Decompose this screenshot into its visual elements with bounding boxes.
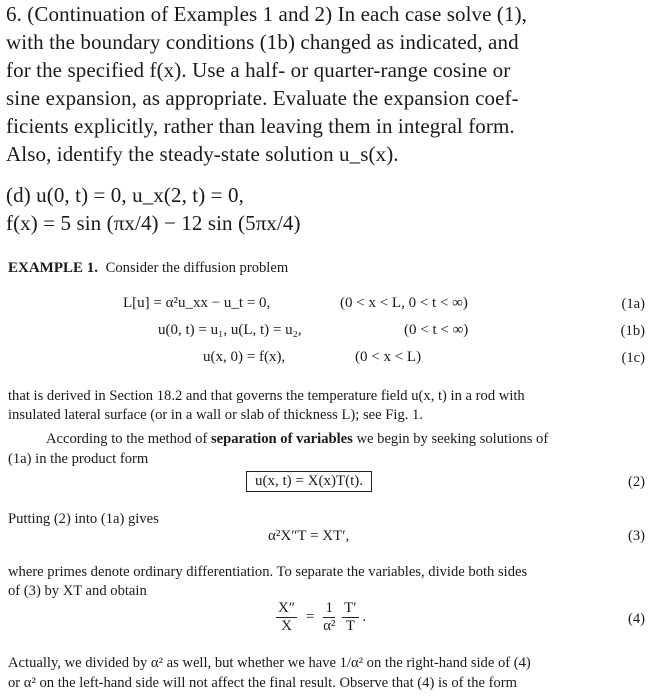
example-heading-line: [8, 259, 288, 277]
equation-4-t-denominator: T: [345, 618, 355, 634]
equation-1a-condition: (0 < x < L, 0 < t < ∞): [340, 295, 468, 311]
equation-1a: L[u] = α²u_xx − u_t = 0,: [123, 295, 271, 311]
equation-1c: u(x, 0) = f(x),: [203, 349, 286, 365]
equation-4-lhs-numerator: X″: [278, 600, 296, 616]
equation-label-3: (3): [627, 528, 645, 544]
paragraph-1-line-1: that is derived in Section 18.2 and that governs the temperature field u(x, t) in a rod with: [8, 388, 525, 404]
equation-1b-condition: (0 < t < ∞): [404, 322, 469, 338]
paragraph-1-line-2: insulated lateral surface (or in a wall or slab of thickness L); see Fig. 1.: [8, 407, 423, 423]
equation-4-rhs-coefficient: [323, 600, 335, 635]
equation-4-rhs-t: [342, 600, 358, 635]
equation-3: α²X″T = XT′,: [268, 528, 350, 544]
problem-line-2: with the boundary conditions (1b) changed as indicated, and: [6, 30, 519, 54]
equation-label-4: (4): [627, 611, 645, 627]
equation-1b: u(0, t) = u₁, u(L, t) = u₂,: [158, 322, 302, 338]
problem-line-4: sine expansion, as appropriate. Evaluate the expansion coef-: [6, 86, 519, 110]
paragraph-2-line-1: [46, 430, 548, 448]
problem-line-6: Also, identify the steady-state solution u_s(x).: [6, 142, 399, 166]
equation-4-rhs-denominator: α²: [323, 618, 336, 634]
problem-line-3: for the specified f(x). Use a half- or quarter-range cosine or: [6, 58, 511, 82]
equation-label-2: (2): [627, 474, 645, 490]
problem-line-5: ficients explicitly, rather than leaving them in integral form.: [6, 114, 515, 138]
paragraph-2-post: we begin by seeking solutions of: [352, 431, 549, 447]
paragraph-3-line-1: where primes denote ordinary differentiation. To separate the variables, divide both sides: [8, 564, 528, 580]
equation-4-lhs: [276, 600, 297, 635]
paragraph-2-pre: According to the method of: [46, 431, 211, 447]
example-heading: EXAMPLE 1.: [8, 260, 98, 276]
part-d-line-1: (d) u(0, t) = 0, u_x(2, t) = 0,: [6, 183, 244, 207]
equation-4-lhs-denominator: X: [281, 618, 292, 634]
example-intro: Consider the diffusion problem: [105, 260, 289, 276]
separation-of-variables-term: separation of variables: [210, 431, 353, 447]
paragraph-4-line-1: Actually, we divided by α² as well, but whether we have 1/α² on the right-hand side of (4): [8, 655, 531, 671]
paragraph-2-line-2: (1a) in the product form: [8, 451, 149, 467]
equation-1c-condition: (0 < x < L): [355, 349, 422, 365]
paragraph-4-line-2: or α² on the left-hand side will not affect the final result. Observe that (4) is of the form: [8, 675, 518, 691]
problem-line-1: 6. (Continuation of Examples 1 and 2) In each case solve (1),: [6, 2, 528, 26]
equation-label-1b: (1b): [620, 323, 645, 339]
equation-label-1a: (1a): [621, 296, 645, 312]
putting-line: Putting (2) into (1a) gives: [8, 511, 159, 527]
equation-4: [276, 600, 366, 635]
part-d-line-2: f(x) = 5 sin (πx/4) − 12 sin (5πx/4): [6, 211, 301, 235]
equation-4-equals: =: [305, 608, 315, 625]
equation-4-period: .: [362, 608, 367, 625]
equation-4-t-numerator: T′: [344, 600, 357, 616]
equation-4-rhs-numerator: 1: [323, 600, 335, 618]
equation-2-boxed: u(x, t) = X(x)T(t).: [246, 471, 372, 492]
equation-label-1c: (1c): [621, 350, 645, 366]
paragraph-3-line-2: of (3) by XT and obtain: [8, 583, 147, 599]
